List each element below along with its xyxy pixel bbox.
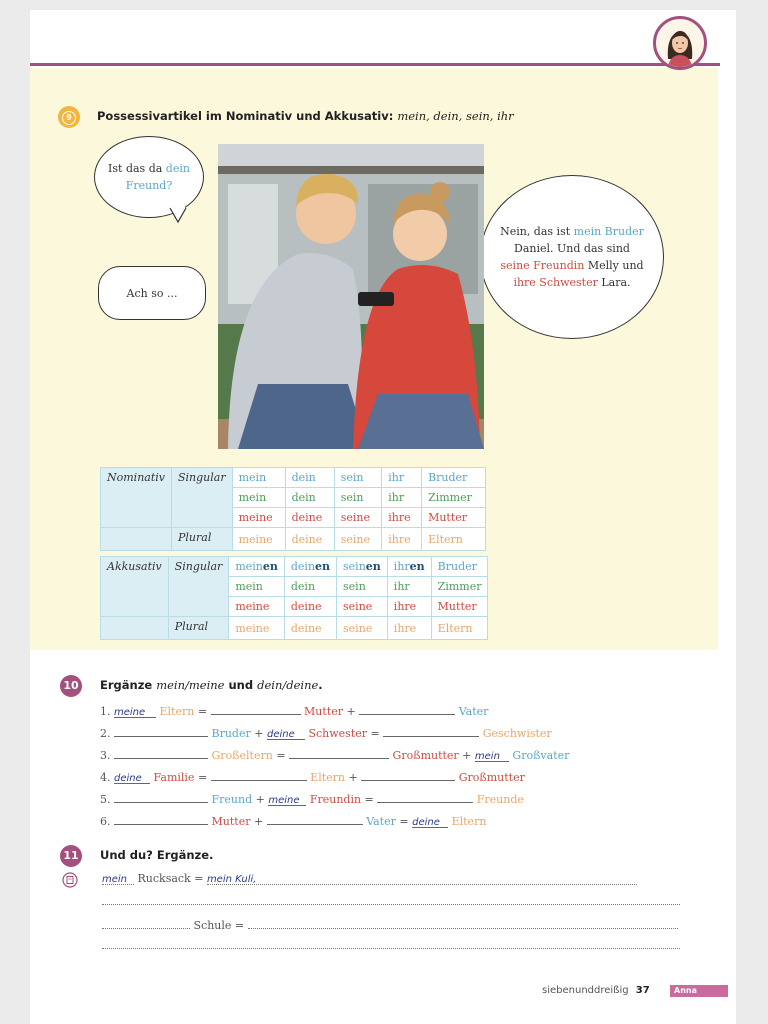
table-cell: sein	[334, 488, 382, 508]
answer-blank[interactable]	[361, 768, 455, 781]
ending: en	[365, 560, 381, 573]
word: Eltern	[310, 771, 345, 784]
top-rule	[30, 63, 720, 66]
bubble-text: Daniel. Und das sind	[514, 242, 630, 255]
line-number: 5.	[100, 793, 111, 806]
stem: ihr	[393, 560, 410, 573]
word: Eltern	[451, 815, 487, 828]
table-cell: deine	[284, 617, 336, 640]
writing-line[interactable]	[102, 947, 680, 949]
word: Freunde	[476, 793, 524, 806]
exercise-line-4	[100, 768, 525, 784]
word: Schwester	[308, 727, 368, 740]
answer-blank[interactable]	[475, 749, 509, 762]
number-label: Singular	[168, 557, 229, 617]
section-number-9: 9	[58, 106, 80, 128]
table-cell: deine	[285, 528, 334, 551]
answer-blank[interactable]	[114, 790, 208, 803]
page-footer	[542, 985, 650, 996]
table-cell: dein	[284, 577, 336, 597]
stem: dein	[290, 560, 316, 573]
case-label: Nominativ	[101, 468, 172, 528]
bubble-highlight: ihre Schwester	[513, 276, 598, 289]
table-cell: mein	[229, 577, 285, 597]
answer-blank[interactable]	[267, 812, 363, 825]
word: Großmutter	[458, 771, 525, 784]
handwritten-answer: deine	[266, 729, 295, 740]
table-cell: Mutter	[422, 508, 486, 528]
exercise-line-5	[100, 790, 524, 806]
line-number: 6.	[100, 815, 111, 828]
page-number-word: siebenunddreißig	[542, 985, 629, 996]
table-cell: ihr	[387, 577, 431, 597]
answer-blank[interactable]	[377, 790, 473, 803]
answer-blank[interactable]	[207, 872, 637, 885]
ending: en	[262, 560, 278, 573]
section-11-title: Und du? Ergänze.	[100, 848, 214, 862]
answer-blank[interactable]	[114, 812, 208, 825]
bubble-text: Ist das da	[108, 162, 166, 175]
case-label-empty	[101, 617, 169, 640]
table-cell: meine	[232, 528, 285, 551]
table-akkusativ	[100, 556, 488, 640]
answer-blank[interactable]	[114, 746, 208, 759]
table-cell: Bruder	[422, 468, 486, 488]
ending: en	[409, 560, 425, 573]
operator: =	[361, 793, 374, 806]
section-9-title	[97, 109, 514, 123]
table-cell: seine	[334, 528, 382, 551]
word: Großeltern	[211, 749, 273, 762]
handwritten-answer: mein Kuli,	[206, 874, 257, 885]
answer-blank[interactable]	[359, 702, 455, 715]
answer-line-2	[102, 916, 678, 932]
table-cell: mein	[232, 468, 285, 488]
table-cell: Eltern	[422, 528, 486, 551]
chapter-tag: Anna	[670, 985, 728, 997]
handwritten-answer: mein	[102, 874, 128, 885]
page-number: 37	[635, 985, 650, 996]
word: Vater	[458, 705, 489, 718]
word: Rucksack =	[137, 872, 204, 885]
operator: =	[194, 771, 208, 784]
operator: =	[272, 749, 286, 762]
section-number-11: 11	[60, 845, 82, 867]
answer-blank[interactable]	[289, 746, 389, 759]
handwritten-answer: deine	[412, 817, 440, 828]
word: Familie	[153, 771, 195, 784]
avatar	[653, 16, 707, 70]
operator: +	[343, 705, 356, 718]
table-cell: meine	[229, 597, 285, 617]
table-cell: Eltern	[431, 617, 488, 640]
table-cell: mein	[232, 488, 285, 508]
table-cell: ihr	[382, 488, 422, 508]
ending: en	[315, 560, 331, 573]
case-label: Akkusativ	[101, 557, 169, 617]
exercise-line-2	[100, 724, 552, 740]
answer-blank[interactable]	[102, 872, 134, 885]
bubble-highlight: dein	[165, 162, 190, 175]
operator: =	[367, 727, 380, 740]
handwritten-answer: deine	[114, 773, 142, 784]
operator: +	[252, 793, 265, 806]
answer-blank[interactable]	[383, 724, 479, 737]
table-cell: deine	[285, 508, 334, 528]
table-cell	[229, 557, 285, 577]
word: Geschwister	[482, 727, 552, 740]
exercise-line-3	[100, 746, 569, 762]
workbook-page	[30, 10, 736, 1024]
bubble-highlight: seine Freundin	[500, 259, 585, 272]
answer-blank[interactable]	[248, 916, 678, 929]
table-cell: seine	[337, 617, 388, 640]
title-part: Ergänze	[100, 678, 157, 692]
word: Großmutter	[392, 749, 459, 762]
table-cell: seine	[334, 508, 382, 528]
bubble-highlight: mein Bruder	[573, 225, 644, 238]
line-number: 3.	[100, 749, 111, 762]
answer-blank[interactable]	[102, 916, 190, 929]
writing-line[interactable]	[102, 903, 680, 905]
word: Vater	[366, 815, 396, 828]
word: Mutter	[211, 815, 251, 828]
word: Eltern	[159, 705, 195, 718]
bubble-text: Ach so ...	[126, 286, 178, 300]
table-cell: ihre	[387, 597, 431, 617]
bubble-tail	[168, 206, 190, 226]
section-10-title	[100, 678, 323, 692]
section-number-10: 10	[60, 675, 82, 697]
word: Bruder	[211, 727, 251, 740]
table-cell: meine	[229, 617, 285, 640]
word: Schule =	[193, 919, 245, 932]
table-cell: dein	[285, 488, 334, 508]
number-label: Plural	[168, 617, 229, 640]
bubble-text: Nein, das ist	[500, 225, 574, 238]
table-cell: deine	[284, 597, 336, 617]
table-cell: Mutter	[431, 597, 488, 617]
table-cell: sein	[334, 468, 382, 488]
exercise-line-6	[100, 812, 486, 828]
table-cell: Bruder	[431, 557, 488, 577]
operator: +	[250, 815, 264, 828]
notebook-icon	[62, 872, 78, 888]
operator: +	[250, 727, 264, 740]
bubble-text: Freund?	[125, 179, 173, 192]
answer-line-1	[102, 872, 637, 885]
photo-teenagers	[218, 144, 484, 449]
operator: =	[194, 705, 208, 718]
case-label-empty	[101, 528, 172, 551]
table-cell	[337, 557, 388, 577]
bubble-text: Melly und	[584, 259, 644, 272]
answer-blank[interactable]	[114, 705, 156, 718]
operator: =	[395, 815, 409, 828]
table-cell	[387, 557, 431, 577]
section-9-title-italic: mein, dein, sein, ihr	[397, 109, 514, 123]
table-cell: Zimmer	[431, 577, 488, 597]
line-number: 2.	[100, 727, 111, 740]
table-cell: meine	[232, 508, 285, 528]
answer-blank[interactable]	[412, 815, 448, 828]
table-cell: ihre	[382, 528, 422, 551]
handwritten-answer: meine	[114, 707, 146, 718]
table-cell: dein	[285, 468, 334, 488]
answer-blank[interactable]	[114, 771, 150, 784]
handwritten-answer: mein	[474, 751, 500, 762]
stem: mein	[235, 560, 263, 573]
table-cell: sein	[337, 577, 388, 597]
title-part: mein/meine	[156, 678, 225, 692]
word: Großvater	[512, 749, 570, 762]
girl-portrait-icon	[656, 19, 704, 67]
line-number: 1.	[100, 705, 111, 718]
table-cell: Zimmer	[422, 488, 486, 508]
word: Mutter	[304, 705, 344, 718]
table-cell: ihre	[382, 508, 422, 528]
answer-blank[interactable]	[268, 793, 306, 806]
handwritten-answer: meine	[268, 795, 300, 806]
answer-blank[interactable]	[211, 768, 307, 781]
title-part: dein/deine	[257, 678, 319, 692]
answer-blank[interactable]	[114, 724, 208, 737]
section-9-title-text: Possessivartikel im Nominativ und Akkusativ:	[97, 109, 394, 123]
table-nominativ	[100, 467, 486, 551]
answer-blank[interactable]	[267, 727, 305, 740]
operator: +	[458, 749, 472, 762]
table-cell: ihre	[387, 617, 431, 640]
number-label: Plural	[172, 528, 233, 551]
speech-bubble-ach-so	[98, 266, 206, 320]
title-part: .	[318, 678, 323, 692]
table-cell	[284, 557, 336, 577]
speech-bubble-answer	[480, 175, 664, 339]
line-number: 4.	[100, 771, 111, 784]
exercise-line-1	[100, 702, 488, 718]
bubble-text: Lara.	[597, 276, 631, 289]
title-part: und	[224, 678, 258, 692]
stem: sein	[343, 560, 366, 573]
word: Freund	[211, 793, 253, 806]
answer-blank[interactable]	[211, 702, 301, 715]
number-label: Singular	[172, 468, 233, 528]
operator: +	[345, 771, 358, 784]
word: Freundin	[309, 793, 362, 806]
table-cell: seine	[337, 597, 388, 617]
table-cell: ihr	[382, 468, 422, 488]
